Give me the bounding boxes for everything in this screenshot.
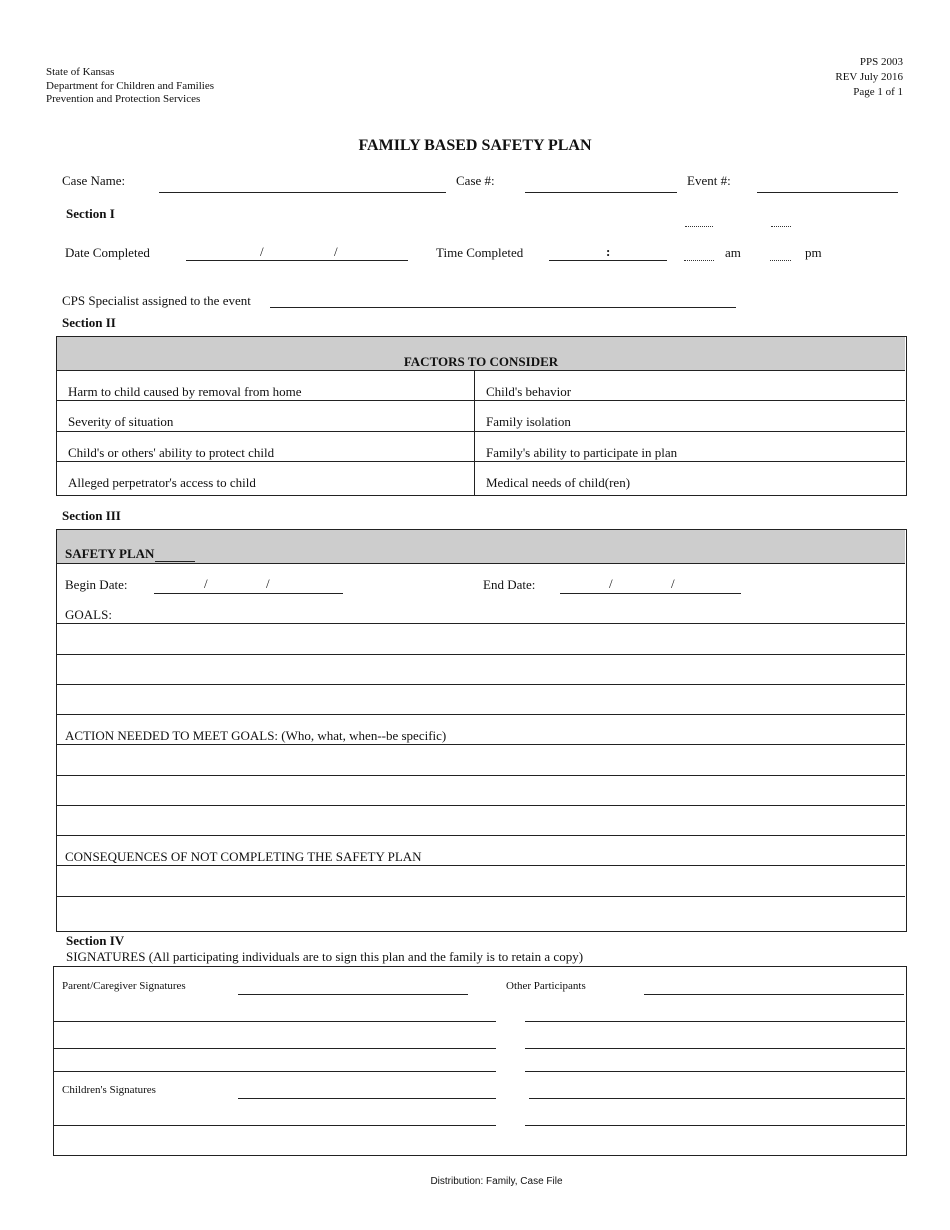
page-title: FAMILY BASED SAFETY PLAN [358,137,592,154]
time-colon: : [606,244,611,259]
end-date-slash: / [671,576,675,591]
end-date-label: End Date: [483,577,536,592]
factor-right: Family isolation [486,414,571,429]
begin-date-slash: / [204,576,208,591]
section1-heading: Section I [66,206,115,221]
form-number: PPS 2003 [859,56,903,68]
safety-plan-header-divider [57,563,905,564]
other-participants-label: Other Participants [506,980,586,992]
factor-left: Severity of situation [68,414,174,429]
am-label: am [725,245,741,260]
am-checkbox[interactable] [684,260,714,261]
goals-line[interactable] [57,623,905,624]
factors-row-divider [57,461,905,462]
pm-label: pm [805,245,822,260]
begin-date-label: Begin Date: [65,577,128,592]
agency-line2: Department for Children and Families [46,79,215,92]
goals-line[interactable] [57,684,905,685]
revision: REV July 2016 [835,71,903,83]
consequences-line[interactable] [57,865,905,866]
case-number-label: Case #: [456,173,495,188]
other-signature-line[interactable] [644,994,904,995]
action-line[interactable] [57,744,905,745]
other-signature-line[interactable] [525,1125,905,1126]
action-line[interactable] [57,835,905,836]
case-number-field[interactable] [525,192,677,193]
pm-checkbox[interactable] [770,260,791,261]
safety-plan-header-bg [57,530,905,563]
factors-table [56,336,907,496]
event-number-field[interactable] [757,192,898,193]
agency-line3: Prevention and Protection Services [46,93,201,105]
begin-date-slash: / [266,576,270,591]
factor-left: Alleged perpetrator's access to child [68,475,256,490]
distribution-note: Distribution: Family, Case File [430,1176,563,1187]
parent-signature-line[interactable] [54,1021,496,1022]
pm-dots-top [771,226,791,227]
parent-signatures-label: Parent/Caregiver Signatures [62,980,186,992]
other-signature-line[interactable] [525,1021,905,1022]
factor-right: Family's ability to participate in plan [486,445,678,460]
consequences-line[interactable] [57,896,905,897]
event-number-label: Event #: [687,173,731,188]
parent-signature-line[interactable] [54,1048,496,1049]
agency-block [46,66,214,107]
date-slash-2: / [334,244,338,259]
child-signature-line[interactable] [54,1125,496,1126]
section3-heading: Section III [62,508,121,523]
consequences-label: CONSEQUENCES OF NOT COMPLETING THE SAFETY PLAN [65,849,422,864]
factors-column-divider [474,370,475,495]
section4-heading: Section IV [66,933,125,948]
factors-row-divider [57,400,905,401]
signatures-box [53,966,907,1156]
signatures-instructions: SIGNATURES (All participating individuals are to sign this plan and the family is to retain a copy) [66,949,584,964]
section2-heading: Section II [62,315,116,330]
date-slash-1: / [260,244,264,259]
goals-label: GOALS: [65,607,112,622]
specialist-field[interactable] [270,307,736,308]
parent-signature-line[interactable] [54,1071,496,1072]
end-date-slash: / [609,576,613,591]
safety-plan-title: SAFETY PLAN [65,546,155,561]
case-name-label: Case Name: [62,173,126,188]
goals-line[interactable] [57,654,905,655]
date-completed-field[interactable] [186,260,408,261]
page-number: Page 1 of 1 [853,86,903,98]
child-signature-line[interactable] [238,1098,496,1099]
end-date-field[interactable] [560,593,741,594]
children-signatures-label: Children's Signatures [62,1084,156,1096]
specialist-label: CPS Specialist assigned to the event [62,293,251,308]
safety-plan-title-underline [155,561,195,562]
factors-row-divider [57,431,905,432]
agency-line1: State of Kansas [46,66,115,78]
other-signature-line[interactable] [525,1071,905,1072]
safety-plan-box [56,529,907,932]
factor-left: Harm to child caused by removal from home [68,384,302,399]
factor-right: Child's behavior [486,384,572,399]
case-name-field[interactable] [159,192,446,193]
other-signature-line[interactable] [525,1048,905,1049]
form-id-block [835,55,903,100]
time-completed-label: Time Completed [436,245,524,260]
action-label: ACTION NEEDED TO MEET GOALS: (Who, what, when--be specific) [65,728,447,743]
other-signature-line[interactable] [529,1098,905,1099]
action-line[interactable] [57,805,905,806]
begin-date-field[interactable] [154,593,343,594]
action-line[interactable] [57,775,905,776]
date-completed-label: Date Completed [65,245,150,260]
time-completed-field[interactable] [549,260,667,261]
factors-table-title: FACTORS TO CONSIDER [403,354,559,369]
factors-row-divider [57,370,905,371]
factor-left: Child's or others' ability to protect child [68,445,275,460]
factor-right: Medical needs of child(ren) [486,475,631,490]
am-dots-top [685,226,713,227]
goals-line[interactable] [57,714,905,715]
parent-signature-line[interactable] [238,994,468,995]
